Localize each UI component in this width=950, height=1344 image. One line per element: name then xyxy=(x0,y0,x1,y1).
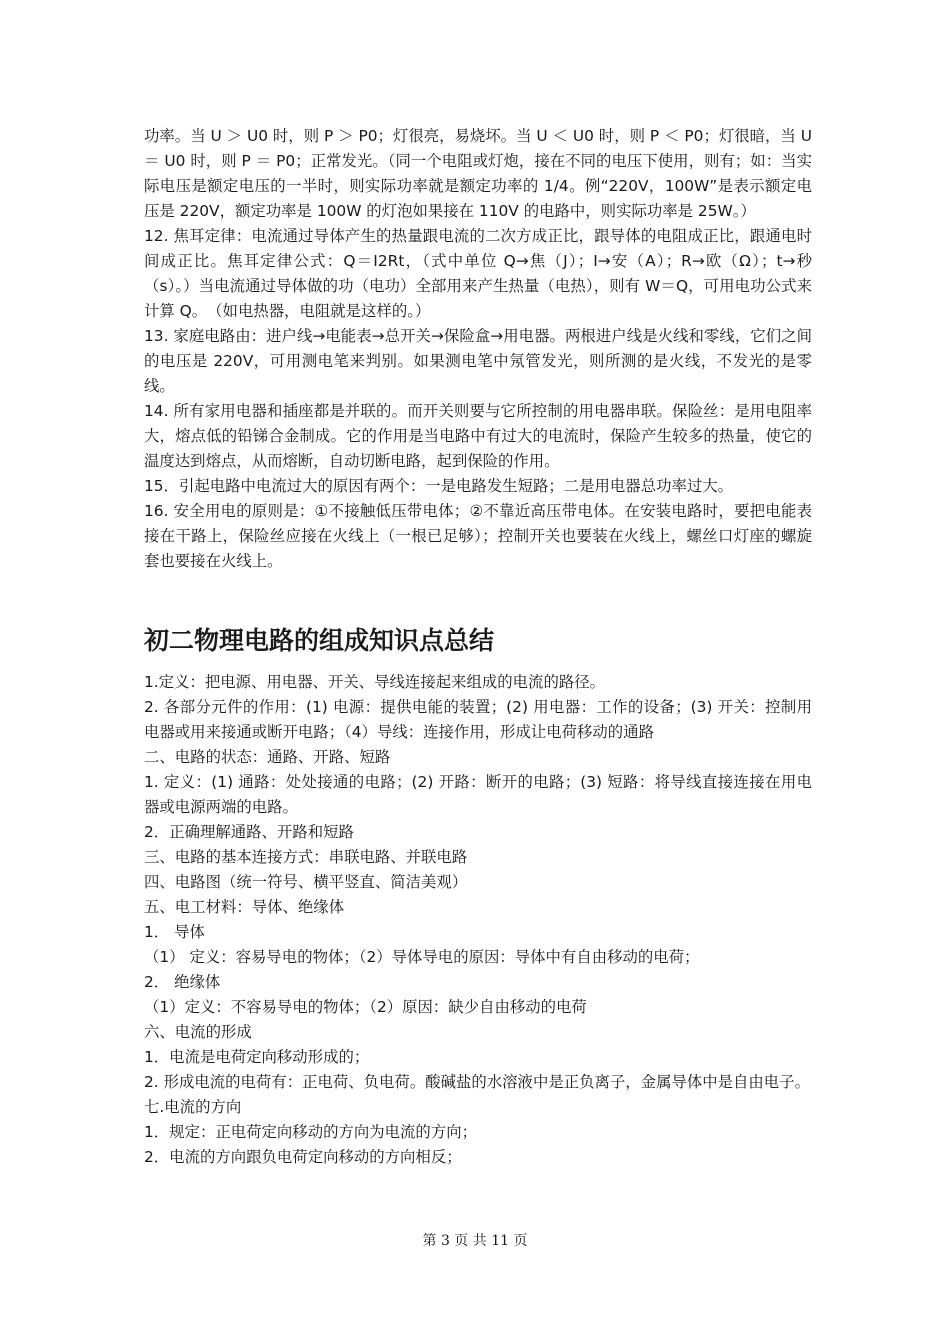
physics-notes-section-2 xyxy=(144,670,812,1170)
text-line: 2．电流的方向跟负电荷定向移动的方向相反； xyxy=(144,1148,462,1166)
text-line: 2． 绝缘体 xyxy=(144,973,221,991)
section-heading: 初二物理电路的组成知识点总结 xyxy=(144,626,495,655)
text-line: 1．规定：正电荷定向移动的方向为电流的方向； xyxy=(144,1123,477,1141)
text-paragraph: 功率。当 U ＞ U0 时，则 P ＞ P0；灯很亮，易烧坏。当 U ＜ U0 时，则 P ＜ P0；灯很暗，当 U ＝ U0 时，则 P ＝ P0；正常发光。（同一个电阻或灯炮，接在不同的电压下使用，则有；如：当实际电压是额定电压的一半时，则实际功率就是额定功率的 1/4。例“220V，100W”是表示额定电压是 220V，额定功率是 100W 的灯泡如果接在 110V 的电路中，则实际功率是 25W。） xyxy=(144,127,812,220)
text-line: 五、电工材料：导体、绝缘体 xyxy=(144,898,345,916)
text-paragraph: 15．引起电路中电流过大的原因有两个：一是电路发生短路；二是用电器总功率过大。 xyxy=(144,477,734,495)
text-line: （1）定义：不容易导电的物体；（2）原因：缺少自由移动的电荷 xyxy=(144,998,587,1016)
text-paragraph: 14. 所有家用电器和插座都是并联的。而开关则要与它所控制的用电器串联。保险丝：是用电阻率大，熔点低的铅锑合金制成。它的作用是当电路中有过大的电流时，保险产生较多的热量，使它的温度达到熔点，从而熔断，自动切断电路，起到保险的作用。 xyxy=(144,402,812,470)
text-line: 1. 定义：(1) 通路：处处接通的电路；(2) 开路：断开的电路；(3) 短路：将导线直接连接在用电器或电源两端的电路。 xyxy=(144,773,812,816)
page-footer: 第 3 页 共 11 页 xyxy=(422,1233,528,1249)
physics-notes-section-1 xyxy=(144,124,812,574)
text-line: 1．电流是电荷定向移动形成的； xyxy=(144,1048,370,1066)
text-line: 二、电路的状态：通路、开路、短路 xyxy=(144,748,391,766)
text-line: 2. 形成电流的电荷有：正电荷、负电荷。酸碱盐的水溶液中是正负离子，金属导体中是自由电子。 xyxy=(144,1073,810,1091)
text-line: 六、电流的形成 xyxy=(144,1023,252,1041)
text-line: 1． 导体 xyxy=(144,923,205,941)
page-content xyxy=(144,124,812,1170)
text-line: 七.电流的方向 xyxy=(144,1098,242,1116)
text-paragraph: 12. 焦耳定律：电流通过导体产生的热量跟电流的二次方成正比，跟导体的电阻成正比，跟通电时间成正比。焦耳定律公式：Q＝I2Rt，（式中单位 Q→焦（J）；I→安（A）；R→欧（Ω）；t→秒（s）。）当电流通过导体做的功（电功）全部用来产生热量（电热），则有 W＝Q，可用电功公式来计算 Q。 （如电热器，电阻就是这样的。） xyxy=(144,227,812,320)
text-line: （1） 定义：容易导电的物体；（2）导体导电的原因：导体中有自由移动的电荷； xyxy=(144,948,700,966)
text-line: 2. 各部分元件的作用：(1) 电源：提供电能的装置；(2) 用电器：工作的设备；(3) 开关：控制用电器或用来接通或断开电路；（4）导线：连接作用，形成让电荷移动的通路 xyxy=(144,698,812,741)
text-line: 2．正确理解通路、开路和短路 xyxy=(144,823,354,841)
text-paragraph: 16. 安全用电的原则是：①不接触低压带电体；②不靠近高压带电体。在安装电路时，要把电能表接在干路上，保险丝应接在火线上（一根已足够）；控制开关也要装在火线上，螺丝口灯座的螺旋套也要接在火线上。 xyxy=(144,502,812,570)
text-line: 1.定义：把电源、用电器、开关、导线连接起来组成的电流的路径。 xyxy=(144,673,606,691)
text-paragraph: 13. 家庭电路由：进户线→电能表→总开关→保险盒→用电器。两根进户线是火线和零线，它们之间的电压是 220V，可用测电笔来判别。如果测电笔中氖管发光，则所测的是火线，不发光的是零线。 xyxy=(144,327,812,395)
text-line: 四、电路图（统一符号、横平竖直、简洁美观） xyxy=(144,873,468,891)
text-line: 三、电路的基本连接方式：串联电路、并联电路 xyxy=(144,848,468,866)
